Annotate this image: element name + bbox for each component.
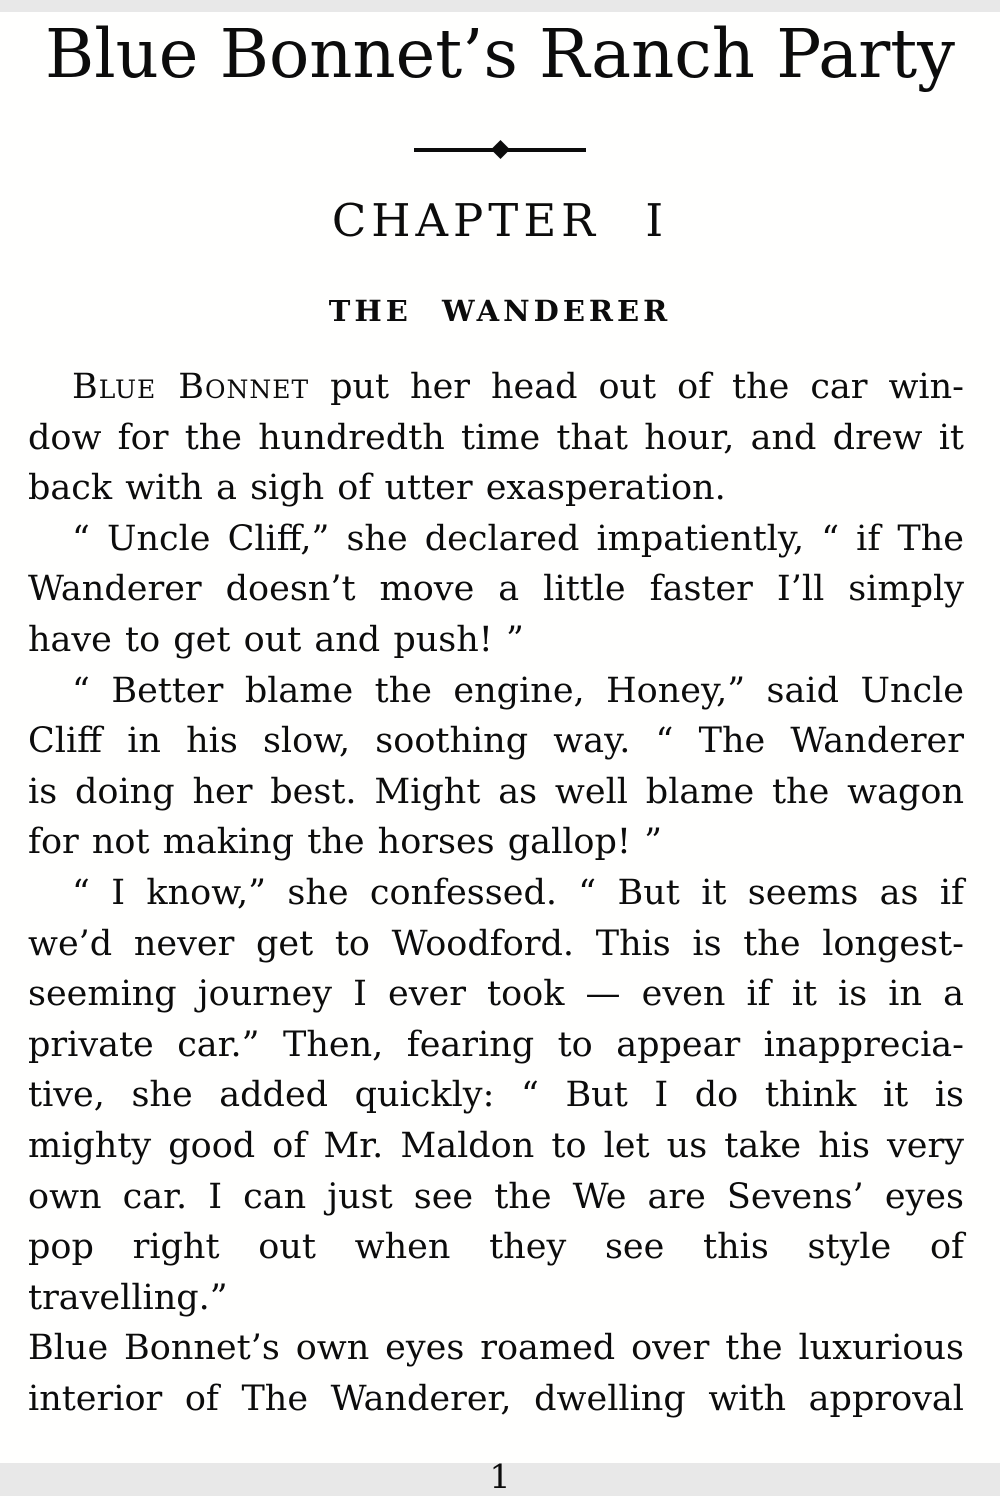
text-line: have to get out and push! ” [28, 619, 524, 660]
body-text [28, 362, 964, 1424]
text-line: tive, she added quickly: “ But I do think it is [28, 1075, 964, 1116]
page-number: 1 [489, 1457, 511, 1496]
text-line [28, 362, 964, 413]
divider-rule-right [505, 148, 587, 152]
text-line-rest: put her head out of the car win- [309, 367, 964, 407]
text-line: “ I know,” she confessed. “ But it seems as if [72, 872, 964, 913]
text-line: seeming journey I ever took — even if it is in a [28, 974, 964, 1015]
chapter-heading: CHAPTER I [331, 194, 669, 247]
book-page [0, 12, 1000, 1496]
text-line: own car. I can just see the We are Sevens’ eyes [28, 1176, 964, 1217]
text-line: mighty good of Mr. Maldon to let us take his very [28, 1125, 964, 1166]
text-line: private car.” Then, fearing to appear inapprecia- [28, 1024, 964, 1065]
smallcaps-lead: Blue Bonnet [72, 367, 310, 407]
chapter-subtitle: THE WANDERER [328, 294, 672, 328]
text-line: Blue Bonnet’s own eyes roamed over the luxurious [28, 1328, 964, 1369]
text-line: “ Better blame the engine, Honey,” said Uncle [72, 670, 964, 711]
paragraph [28, 362, 964, 514]
text-line: dow for the hundredth time that hour, and drew it [28, 417, 964, 458]
text-line: pop right out when they see this style of travelling.” [28, 1227, 964, 1318]
text-line: interior of The Wanderer, dwelling with approval [28, 1378, 964, 1419]
text-line: is doing her best. Might as well blame the wagon [28, 771, 964, 812]
divider-ornament [414, 142, 586, 157]
paragraph [28, 868, 964, 1425]
text-line: for not making the horses gallop! ” [28, 822, 662, 863]
diamond-icon [490, 140, 509, 159]
text-line: we’d never get to Woodford. This is the longest- [28, 923, 964, 964]
text-line: Wanderer doesn’t move a little faster I’ll simply [28, 569, 964, 610]
book-title: Blue Bonnet’s Ranch Party [44, 15, 956, 93]
text-line: “ Uncle Cliff,” she declared impatiently, “ if The [72, 518, 964, 559]
divider-rule-left [414, 148, 496, 152]
text-line: back with a sigh of utter exasperation. [28, 468, 726, 509]
paragraph [28, 666, 964, 868]
text-line: Cliff in his slow, soothing way. “ The Wanderer [28, 721, 964, 762]
paragraph [28, 514, 964, 666]
